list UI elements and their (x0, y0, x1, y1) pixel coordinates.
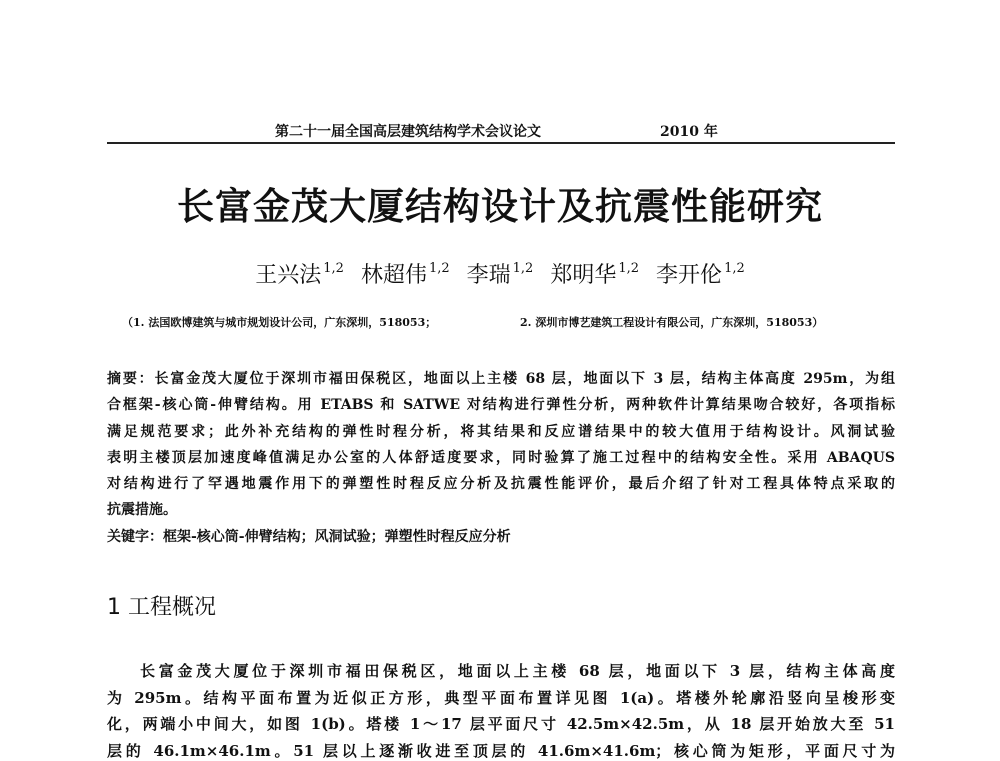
abstract-line: 表明主楼顶层加速度峰值满足办公室的人体舒适度要求，同时验算了施工过程中的结构安全性。采用 ABAQUS (107, 450, 895, 466)
body-line: 化，两端小中间大，如图 1(b)。塔楼 1～17 层平面尺寸 42.5m×42.5m，从 18 层开始放大至 51 (107, 715, 895, 733)
running-header (107, 121, 895, 141)
author: 林超伟 $^{1,2}$ (360, 261, 450, 288)
abstract-line: 摘要：长富金茂大厦位于深圳市福田保税区，地面以上主楼 68 层，地面以下 3 层，结构主体高度 295m，为组 (107, 371, 895, 387)
abstract-line: 满足规范要求；此外补充结构的弹性时程分析，将其结果和反应谱结果中的较大值用于结构设计。风洞试验 (107, 424, 895, 440)
affiliation-2: 2. 深圳市博艺建筑工程设计有限公司，广东深圳，518053） (520, 316, 824, 329)
body-line: 为 295m。结构平面布置为近似正方形，典型平面布置详见图 1(a)。塔楼外轮廓沿竖向呈梭形变 (107, 689, 895, 707)
affiliations (122, 314, 882, 330)
author-list (0, 258, 1000, 289)
author: 王兴法 $^{1,2}$ (255, 261, 344, 288)
section-heading: 1 工程概况 (107, 595, 216, 620)
author: 李开伦 $^{1,2}$ (656, 261, 745, 288)
conference-name: 第二十一届全国高层建筑结构学术会议论文 (275, 124, 541, 140)
affiliation-1: （1. 法国欧博建筑与城市规划设计公司，广东深圳，518053； (122, 316, 437, 329)
paper-title: 长富金茂大厦结构设计及抗震性能研究 (177, 185, 823, 228)
author: 郑明华 $^{1,2}$ (550, 261, 640, 288)
body-line: 层的 46.1m×46.1m。51 层以上逐渐收进至顶层的 41.6m×41.6m；核心筒为矩形，平面尺寸为 (107, 742, 895, 760)
abstract-line: 抗震措施。 (107, 502, 177, 518)
abstract-line: 合框架-核心筒-伸臂结构。用 ETABS 和 SATWE 对结构进行弹性分析，两种软件计算结果吻合较好，各项指标 (107, 397, 895, 413)
header-rule (107, 142, 895, 144)
body-line: 长富金茂大厦位于深圳市福田保税区，地面以上主楼 68 层，地面以下 3 层，结构主体高度 (140, 662, 895, 680)
abstract-line: 对结构进行了罕遇地震作用下的弹塑性时程反应分析及抗震性能评价，最后介绍了针对工程具体特点采取的 (107, 476, 895, 492)
author: 李瑞 $^{1,2}$ (466, 261, 534, 288)
conference-year: 2010 年 (660, 124, 718, 140)
keywords: 关键字：框架-核心筒-伸臂结构；风洞试验；弹塑性时程反应分析 (107, 529, 511, 545)
